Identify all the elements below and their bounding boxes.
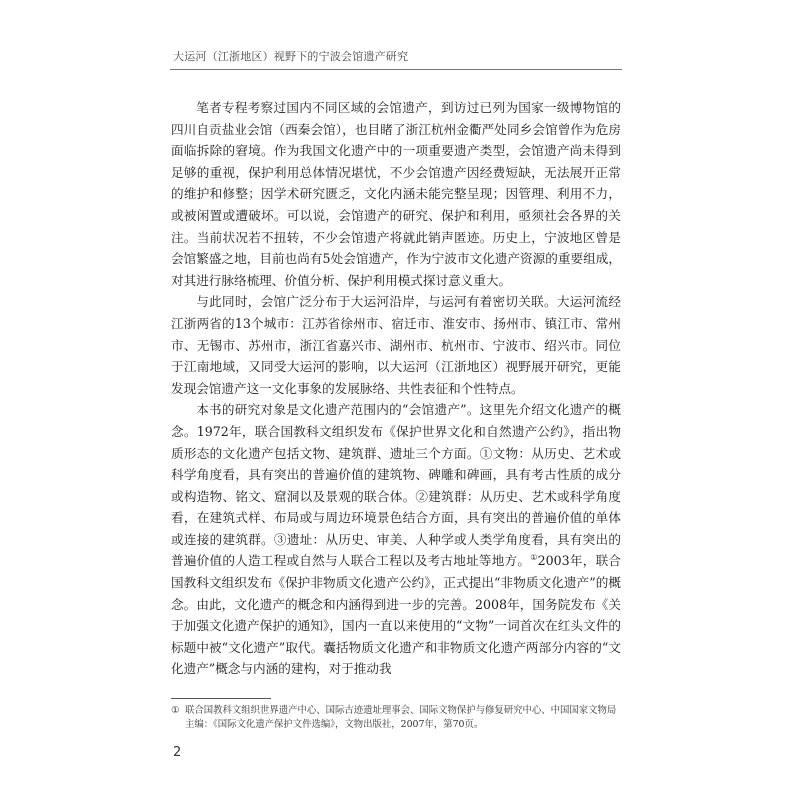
- footnote-text: 联合国教科文组织世界遗产中心、国际古迹遗址理事会、国际文物保护与修复研究中心、中国国家文物局主编：《国际文化遗产保护文件选编》，文物出版社，2007年，第70页。: [185, 705, 617, 730]
- paragraph-3-part-1: 本书的研究对象是文化遗产范围内的“会馆遗产”。这里先介绍文化遗产的概念。1972年，联合国教科文组织发布《保护世界文化和自然遗产公约》，指出物质形态的文化遗产包括文物、建筑群、遗址三个方面。①文物：从历史、艺术或科学角度看，具有突出的普遍价值的建筑物、碑雕和碑画，具有考古性质的成分或构造物、铭文、窟洞以及景观的联合体。②建筑群：从历史、艺术或科学角度看，在建筑式样、布局或与周边环境景色结合方面，具有突出的普遍价值的单体或连接的建筑群。③遗址：从历史、审美、人种学或人类学角度看，具有突出的普遍价值的人造工程或自然与人联合工程以及考古地址等地方。: [171, 402, 621, 569]
- body-text: [171, 97, 621, 680]
- paragraph-1: 笔者专程考察过国内不同区域的会馆遗产，到访过已列为国家一级博物馆的四川自贡盐业会馆（西秦会馆），也目睹了浙江杭州金衢严处同乡会馆曾作为危房面临拆除的窘境。作为我国文化遗产中的一项重要遗产类型，会馆遗产尚未得到足够的重视，保护利用总体情况堪忧，不少会馆遗产因经费短缺，无法展开正常的维护和修整；因学术研究匮乏，文化内涵未能完整呈现；因管理、利用不力，或被闲置或遭破坏。可以说，会馆遗产的研究、保护和利用，亟须社会各界的关注。当前状况若不扭转，不少会馆遗产将就此销声匿迹。历史上，宁波地区曾是会馆繁盛之地，目前也尚有5处会馆遗产，作为宁波市文化遗产资源的重要组成，对其进行脉络梳理、价值分析、保护利用模式探讨意义重大。: [171, 100, 621, 288]
- paragraph-2: 与此同时，会馆广泛分布于大运河沿岸，与运河有着密切关联。大运河流经江浙两省的13个城市：江苏省徐州市、宿迁市、淮安市、扬州市、镇江市、常州市、无锡市、苏州市，浙江省嘉兴市、湖州市、杭州市、宁波市、绍兴市。同位于江南地域，又同受大运河的影响，以大运河（江浙地区）视野展开研究，更能发现会馆遗产这一文化事象的发展脉络、共性表征和个性特点。: [171, 294, 621, 396]
- paragraph-3-part-2: 2003年，联合国教科文组织发布《保护非物质文化遗产公约》，正式提出“非物质文化遗产”的概念。由此，文化遗产的概念和内涵得到进一步的完善。2008年，国务院发布《关于加强文化遗产保护的通知》，国内一直以来使用的“文物”一词首次在红头文件的标题中被“文化遗产”取代。囊括物质文化遗产和非物质文化遗产两部分内容的“文化遗产”概念与内涵的建构，对于推动我: [171, 553, 622, 677]
- footnote-reference[interactable]: ①: [530, 553, 538, 563]
- footnote-rule: [171, 698, 271, 699]
- paragraph-3: [171, 399, 621, 680]
- page-number: 2: [173, 745, 182, 760]
- running-head: 大运河（江浙地区）视野下的宁波会馆遗产研究: [173, 50, 409, 63]
- footnote: [171, 704, 621, 732]
- header-rule: [170, 69, 622, 70]
- footnote-mark: ①: [171, 705, 180, 716]
